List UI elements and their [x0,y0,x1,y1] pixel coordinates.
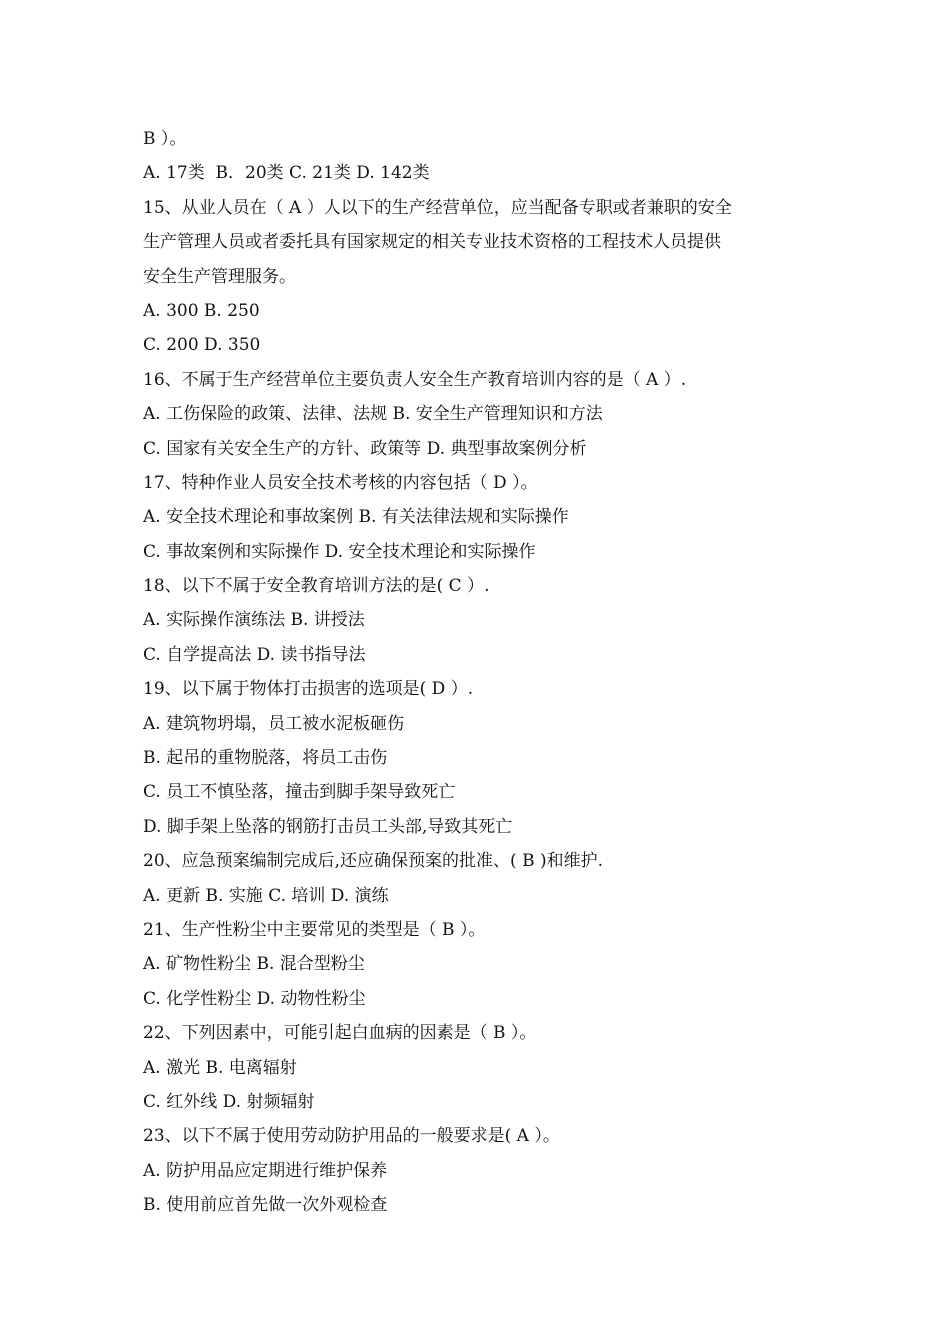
text-line: B ）。 [143,129,187,149]
text-line: B. 使用前应首先做一次外观检查 [143,1195,388,1216]
document-text [143,122,823,1223]
text-line: 17、特种作业人员安全技术考核的内容包括（ D ）。 [143,472,538,493]
text-line: 21、生产性粉尘中主要常见的类型是（ B ）。 [143,919,486,940]
text-line: A. 安全技术理论和事故案例 B. 有关法律法规和实际操作 [143,507,569,528]
text-line: 18、以下不属于安全教育培训方法的是( C ）. [143,576,490,597]
text-line: B. 起吊的重物脱落，将员工击伤 [143,748,388,769]
text-line: 安全生产管理服务。 [143,266,296,287]
text-line: A. 17类 B．20类 C. 21类 D. 142类 [143,163,430,184]
text-line: 20、应急预案编制完成后,还应确保预案的批准、( B )和维护. [143,851,604,872]
text-line: A. 矿物性粉尘 B. 混合型粉尘 [143,954,365,975]
text-line: 15、从业人员在（ A ）人以下的生产经营单位，应当配备专职或者兼职的安全 [143,197,732,218]
text-line: C. 红外线 D. 射频辐射 [143,1091,315,1112]
text-line: A. 防护用品应定期进行维护保养 [143,1160,388,1181]
text-line: A. 激光 B. 电离辐射 [143,1057,297,1078]
text-line: A. 300 B. 250 [143,300,260,321]
text-line: A. 工伤保险的政策、法律、法规 B. 安全生产管理知识和方法 [143,404,603,425]
text-line: 23、以下不属于使用劳动防护用品的一般要求是( A ）。 [143,1126,560,1147]
text-line: C. 员工不慎坠落，撞击到脚手架导致死亡 [143,782,456,803]
text-line: A. 建筑物坍塌，员工被水泥板砸伤 [143,713,405,734]
text-line: A. 实际操作演练法 B. 讲授法 [143,610,365,631]
text-line: C. 事故案例和实际操作 D. 安全技术理论和实际操作 [143,541,536,562]
text-line: C. 化学性粉尘 D. 动物性粉尘 [143,988,366,1009]
text-line: D. 脚手架上坠落的钢筋打击员工头部,导致其死亡 [143,816,513,837]
text-line: 16、不属于生产经营单位主要负责人安全生产教育培训内容的是（ A ）. [143,369,687,390]
text-line: C. 国家有关安全生产的方针、政策等 D. 典型事故案例分析 [143,438,587,459]
text-line: C. 自学提高法 D. 读书指导法 [143,644,366,665]
text-line: A. 更新 B. 实施 C. 培训 D. 演练 [143,885,389,906]
text-line: 生产管理人员或者委托具有国家规定的相关专业技术资格的工程技术人员提供 [143,232,721,253]
text-line: 22、下列因素中，可能引起白血病的因素是（ B ）。 [143,1023,537,1044]
text-line: 19、以下属于物体打击损害的选项是( D ）. [143,679,474,700]
text-line: C. 200 D. 350 [143,335,261,356]
